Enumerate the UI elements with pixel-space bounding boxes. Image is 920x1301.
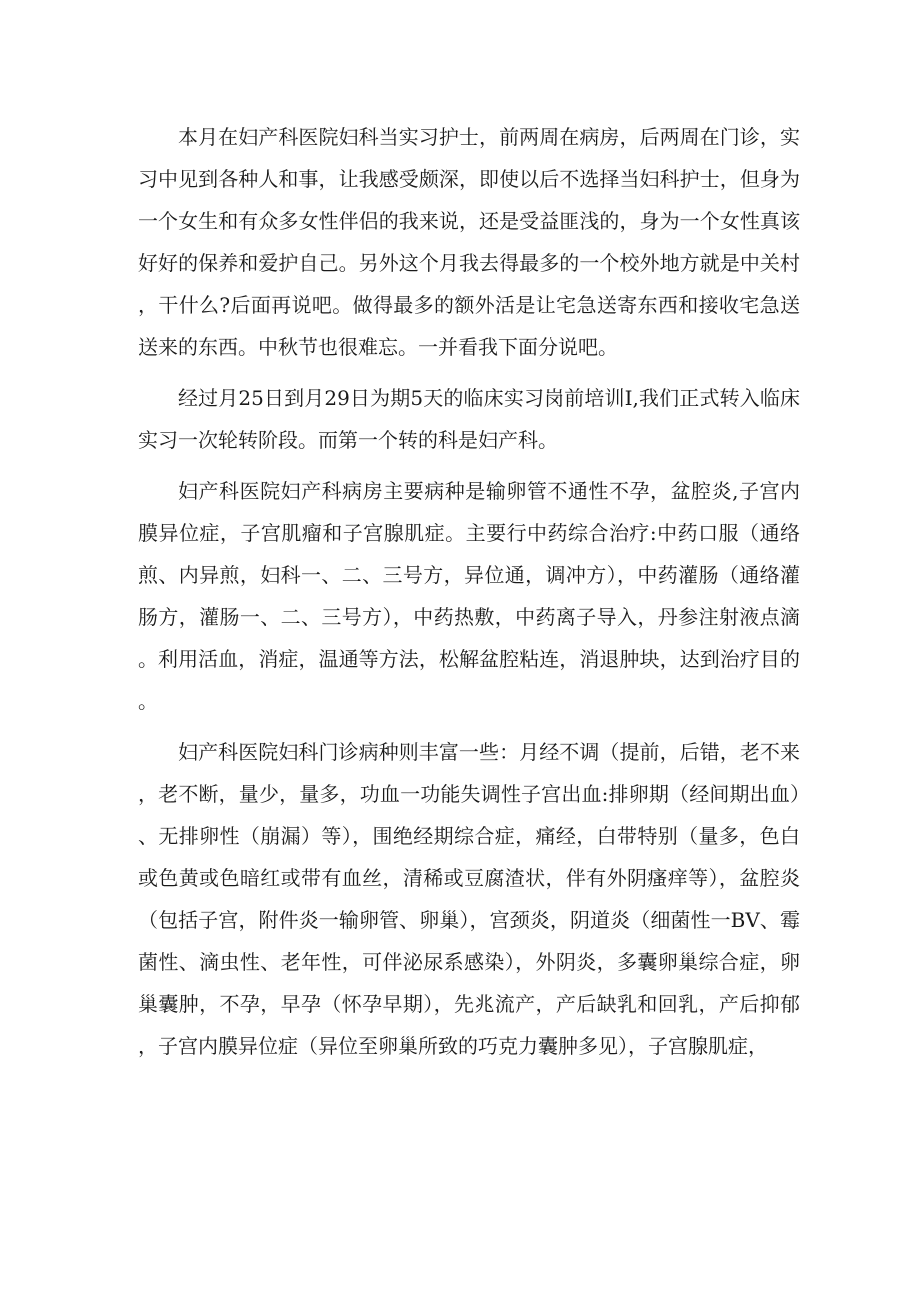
paragraph-1: 本月在妇产科医院妇科当实习护士，前两周在病房，后两周在门诊，实习中见到各种人和事，让我感受颇深，即使以后不选择当妇科护士，但身为一个女生和有众多女性伴侣的我来说，还是受益匪浅的，身为一个女性真该好好的保养和爱护自己。另外这个月我去得最多的一个校外地方就是中关村，干什么?后面再说吧。做得最多的额外活是让宅急送寄东西和接收宅急送送来的东西。中秋节也很难忘。一并看我下面分说吧。 [138, 125, 800, 359]
document-body [138, 116, 800, 1076]
paragraph-3: 妇产科医院妇产科病房主要病种是输卵管不通性不孕，盆腔炎,子宫内膜异位症，子宫肌瘤和子宫腺肌症。主要行中药综合治疗:中药口服（通络煎、内异煎，妇科一、二、三号方，异位通，调冲方），中药灌肠（通络灌肠方，灌肠一、二、三号方），中药热敷，中药离子导入，丹参注射液点滴。利用活血，消症，温通等方法，松解盆腔粘连，消退肿块，达到治疗目的。 [138, 479, 800, 713]
paragraph-2: 经过月25日到月29日为期5天的临床实习岗前培训I,我们正式转入临床实习一次轮转阶段。而第一个转的科是妇产科。 [138, 386, 800, 452]
paragraph-4: 妇产科医院妇科门诊病种则丰富一些：月经不调（提前，后错，老不来，老不断，量少，量多，功血一功能失调性子宫出血:排卵期（经间期出血）、无排卵性（崩漏）等），围绝经期综合症，痛经，白带特别（量多，色白或色黄或色暗红或带有血丝，清稀或豆腐渣状，伴有外阴瘙痒等），盆腔炎（包括子宫，附件炎一输卵管、卵巢），宫颈炎，阴道炎（细菌性一BV、霉菌性、滴虫性、老年性，可伴泌尿系感染），外阴炎，多囊卵巢综合症，卵巢囊肿，不孕，早孕（怀孕早期），先兆流产，产后缺乳和回乳，产后抑郁，子宫内膜异位症（异位至卵巢所致的巧克力囊肿多见），子宫腺肌症， [138, 740, 800, 1058]
